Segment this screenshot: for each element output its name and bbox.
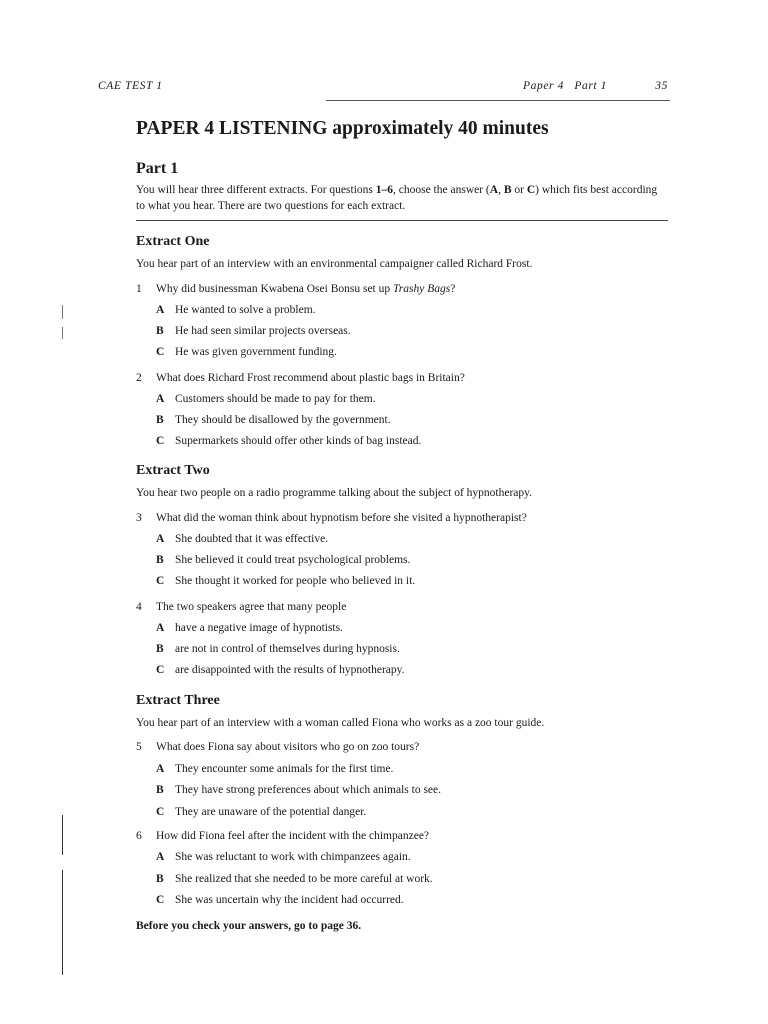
question-number: 6 — [136, 830, 142, 842]
scan-mark — [62, 327, 63, 339]
question-number: 2 — [136, 372, 142, 384]
option-letter: A — [156, 393, 165, 405]
option-text: She thought it worked for people who believed in it. — [175, 575, 416, 587]
scan-mark — [62, 870, 63, 975]
option-text: He was given government funding. — [175, 346, 337, 358]
option-text: He had seen similar projects overseas. — [175, 325, 351, 337]
option-text: They should be disallowed by the government. — [175, 414, 391, 426]
option-letter: B — [156, 554, 164, 566]
option-text: She believed it could treat psychological problems. — [175, 554, 411, 566]
option-text: Supermarkets should offer other kinds of bag instead. — [175, 435, 422, 447]
scan-mark — [62, 305, 63, 319]
option-letter: B — [156, 325, 164, 337]
extract-one-title: Extract One — [136, 234, 210, 249]
test-label: CAE TEST 1 — [98, 80, 163, 92]
header-rule — [326, 100, 670, 101]
book-title-italic: Trashy Bags — [393, 283, 451, 295]
instructions-rule — [136, 220, 668, 221]
option-letter: B — [156, 414, 164, 426]
option-letter: B — [156, 643, 164, 655]
question-text: What did the woman think about hypnotism before she visited a hypnotherapist? — [156, 512, 527, 524]
question-text: How did Fiona feel after the incident with the chimpanzee? — [156, 830, 430, 842]
extract-three-context: You hear part of an interview with a woman called Fiona who works as a zoo tour guide. — [136, 717, 545, 729]
option-text: have a negative image of hypnotists. — [175, 622, 343, 634]
part-title: Part 1 — [136, 160, 179, 177]
option-letter: C — [156, 806, 165, 818]
question-number: 1 — [136, 283, 142, 295]
option-text: are disappointed with the results of hypnotherapy. — [175, 664, 405, 676]
option-text: They have strong preferences about which animals to see. — [175, 784, 441, 796]
option-letter: B — [156, 784, 164, 796]
option-letter: C — [156, 664, 165, 676]
option-letter: A — [156, 304, 165, 316]
option-text: They are unaware of the potential danger. — [175, 806, 367, 818]
option-letter: A — [156, 622, 165, 634]
option-letter: C — [156, 346, 165, 358]
option-text: She was uncertain why the incident had occurred. — [175, 894, 404, 906]
option-text: She doubted that it was effective. — [175, 533, 329, 545]
option-text: They encounter some animals for the first time. — [175, 763, 394, 775]
option-letter: C — [156, 894, 165, 906]
option-letter: A — [156, 763, 165, 775]
instructions: You will hear three different extracts. For questions 1–6, choose the answer (A, B or C) which fits best according to what you hear. There are two questions for each extract. — [136, 184, 658, 212]
page-number: 35 — [655, 80, 668, 92]
question-text: Why did businessman Kwabena Osei Bonsu set up Trashy Bags? — [156, 283, 456, 295]
option-text: She realized that she needed to be more careful at work. — [175, 873, 433, 885]
running-head — [98, 80, 668, 96]
question-text: What does Richard Frost recommend about plastic bags in Britain? — [156, 372, 465, 384]
question-number: 5 — [136, 741, 142, 753]
option-letter: A — [156, 533, 165, 545]
question-number: 3 — [136, 512, 142, 524]
question-text: The two speakers agree that many people — [156, 601, 347, 613]
option-text: She was reluctant to work with chimpanzees again. — [175, 851, 411, 863]
final-note: Before you check your answers, go to page 36. — [136, 920, 362, 932]
page-title: PAPER 4 LISTENING approximately 40 minutes — [136, 118, 549, 139]
extract-two-context: You hear two people on a radio programme talking about the subject of hypnotherapy. — [136, 487, 533, 499]
option-text: Customers should be made to pay for them. — [175, 393, 376, 405]
option-letter: A — [156, 851, 165, 863]
extract-one-context: You hear part of an interview with an environmental campaigner called Richard Frost. — [136, 258, 533, 270]
paper-label: Paper 4 Part 1 — [523, 80, 608, 92]
option-letter: C — [156, 435, 165, 447]
question-number: 4 — [136, 601, 142, 613]
option-text: He wanted to solve a problem. — [175, 304, 316, 316]
question-text: What does Fiona say about visitors who go on zoo tours? — [156, 741, 420, 753]
extract-three-title: Extract Three — [136, 693, 220, 708]
extract-two-title: Extract Two — [136, 463, 210, 478]
option-letter: B — [156, 873, 164, 885]
option-letter: C — [156, 575, 165, 587]
scan-mark — [62, 815, 63, 855]
option-text: are not in control of themselves during hypnosis. — [175, 643, 400, 655]
